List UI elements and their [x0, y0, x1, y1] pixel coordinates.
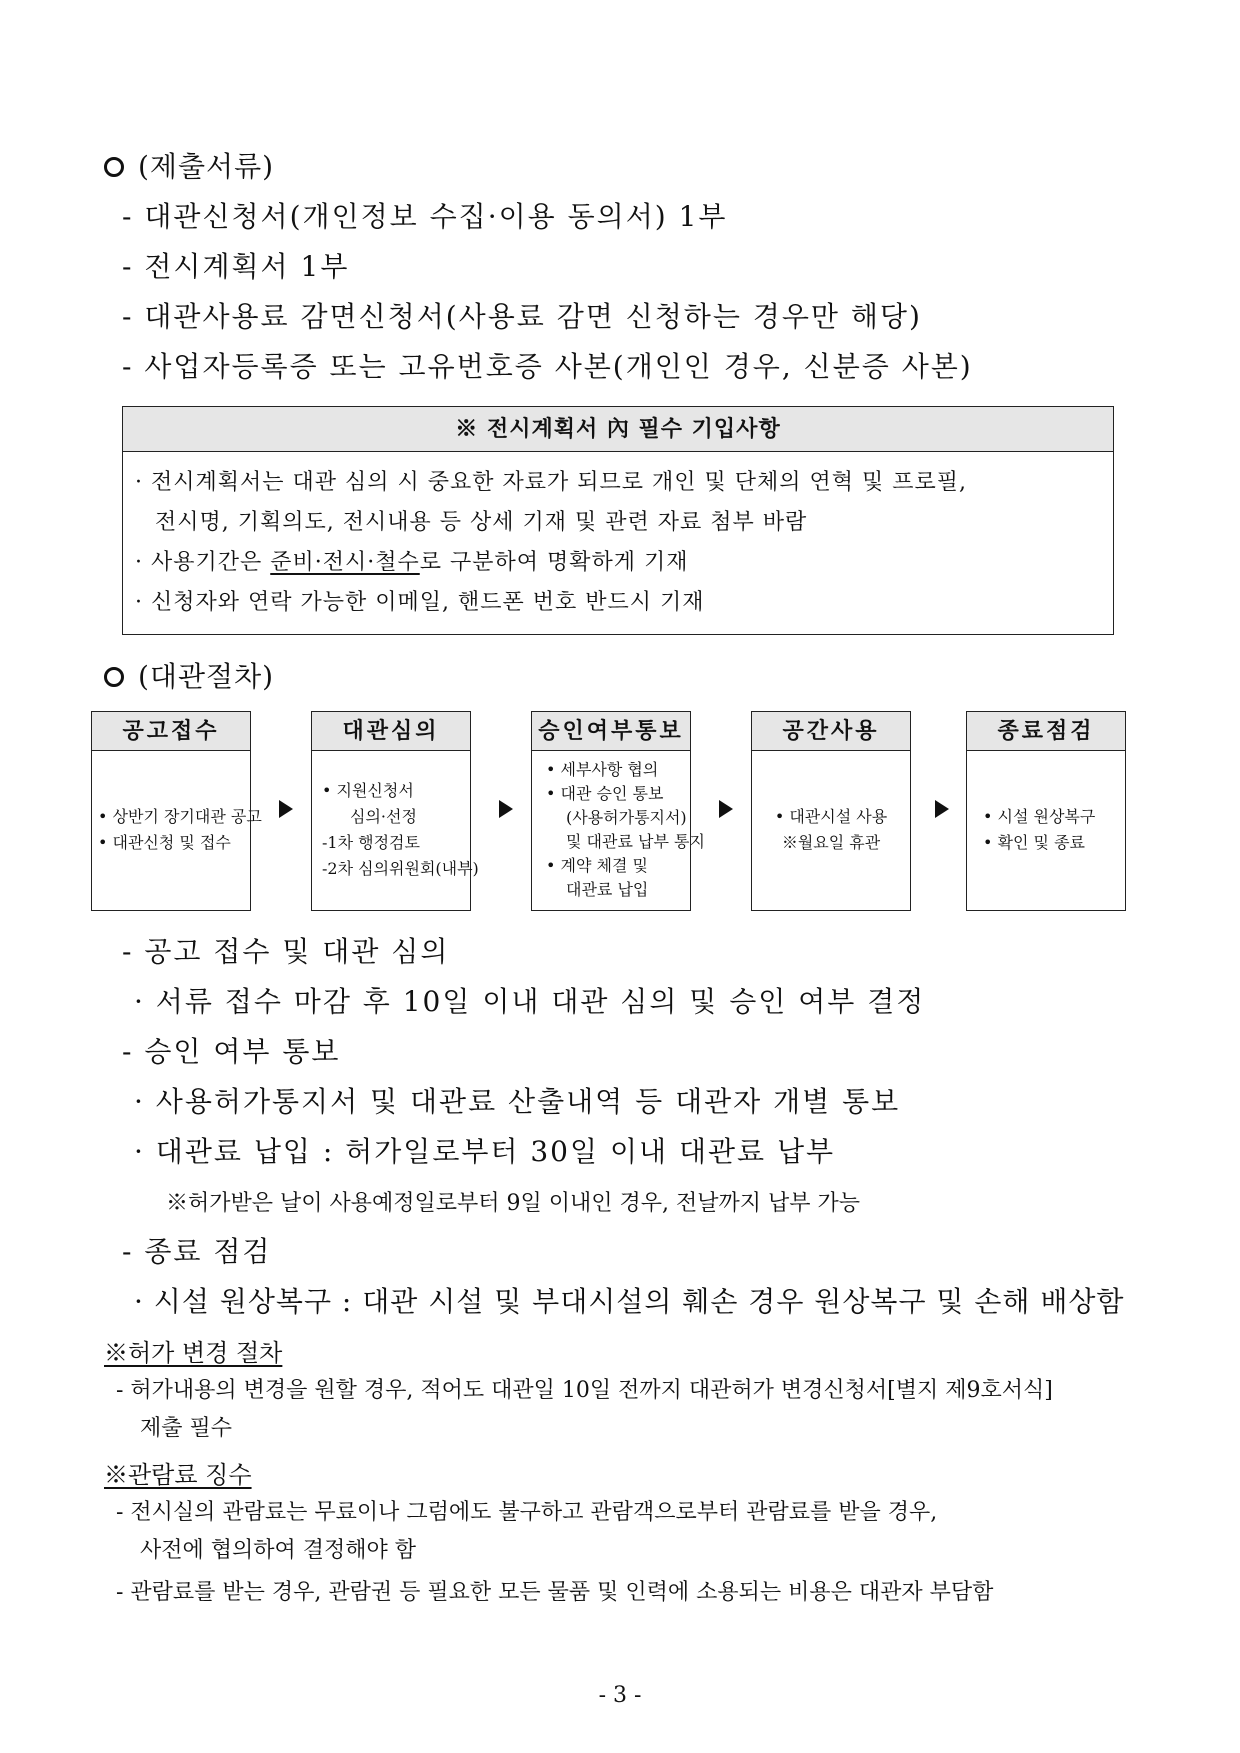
notebox-line: · 신청자와 연락 가능한 이메일, 핸드폰 번호 반드시 기재	[135, 590, 705, 615]
detail-item: · 대관료 납입 : 허가일로부터 30일 이내 대관료 납부	[134, 1135, 836, 1168]
fee-line: 사전에 협의하여 결정해야 함	[140, 1538, 417, 1563]
document-item: - 전시계획서 1부	[122, 250, 350, 283]
step-title: 공고접수	[92, 712, 250, 751]
fee-line: - 관람료를 받는 경우, 관람권 등 필요한 모든 물품 및 인력에 소용되는 비용은 대관자 부담함	[116, 1580, 994, 1605]
step-body: • 시설 원상복구 • 확인 및 종료	[983, 807, 1096, 852]
step-body: • 세부사항 협의 • 대관 승인 통보 (사용허가통지서) 및 대관료 납부 통지 • 계약 체결 및 대관료 납입	[546, 760, 705, 899]
change-heading: ※허가 변경 절차	[104, 1339, 283, 1367]
period-underlined: 준비·전시·철수	[270, 550, 420, 575]
arrow-right-icon	[935, 800, 949, 818]
step-title: 대관심의	[312, 712, 470, 751]
detail-item: · 서류 접수 마감 후 10일 이내 대관 심의 및 승인 여부 결정	[134, 985, 926, 1018]
step-approval-notice	[531, 711, 705, 911]
detail-item: - 종료 점검	[122, 1235, 272, 1268]
step-body: • 상반기 장기대관 공고 • 대관신청 및 접수	[98, 807, 262, 852]
detail-item: · 사용허가통지서 및 대관료 산출내역 등 대관자 개별 통보	[134, 1085, 901, 1118]
document-item: - 대관신청서(개인정보 수집·이용 동의서) 1부	[122, 200, 728, 233]
document-item: - 사업자등록증 또는 고유번호증 사본(개인인 경우, 신분증 사본)	[122, 350, 973, 383]
arrow-right-icon	[719, 800, 733, 818]
change-line: 제출 필수	[140, 1416, 233, 1441]
notebox-line: · 전시계획서는 대관 심의 시 중요한 자료가 되므로 개인 및 단체의 연혁 및 프로필,	[135, 470, 967, 495]
change-line: - 허가내용의 변경을 원할 경우, 적어도 대관일 10일 전까지 대관허가 변경신청서[별지 제9호서식]	[116, 1378, 1053, 1403]
step-review	[311, 711, 479, 911]
detail-item: - 공고 접수 및 대관 심의	[122, 935, 450, 968]
documents-heading: (제출서류)	[104, 145, 274, 185]
notebox-title: ※ 전시계획서 內 필수 기입사항	[123, 407, 1113, 452]
step-body: • 지원신청서 심의·선정 -1차 행정검토 -2차 심의위원회(내부)	[322, 781, 479, 878]
arrow-right-icon	[279, 800, 293, 818]
required-items-notebox	[122, 406, 1114, 635]
arrow-right-icon	[499, 800, 513, 818]
circle-bullet-icon	[104, 667, 124, 687]
fee-heading: ※관람료 징수	[104, 1461, 252, 1489]
step-final-check	[966, 711, 1126, 911]
page-number: - 3 -	[598, 1683, 642, 1708]
step-announcement	[91, 711, 262, 911]
detail-item: - 승인 여부 통보	[122, 1035, 341, 1068]
document-item: - 대관사용료 감면신청서(사용료 감면 신청하는 경우만 해당)	[122, 300, 922, 333]
step-title: 종료점검	[967, 712, 1125, 751]
notebox-line: · 사용기간은 준비·전시·철수로 구분하여 명확하게 기재	[135, 550, 689, 575]
step-title: 승인여부통보	[532, 712, 690, 751]
step-body: • 대관시설 사용 ※월요일 휴관	[774, 807, 888, 852]
detail-item: · 시설 원상복구 : 대관 시설 및 부대시설의 훼손 경우 원상복구 및 손해 배상함	[134, 1285, 1125, 1318]
circle-bullet-icon	[104, 157, 124, 177]
procedure-heading: (대관절차)	[104, 655, 274, 695]
step-space-use	[751, 711, 911, 911]
detail-note: ※허가받은 날이 사용예정일로부터 9일 이내인 경우, 전날까지 납부 가능	[166, 1191, 860, 1216]
fee-line: - 전시실의 관람료는 무료이나 그럼에도 불구하고 관람객으로부터 관람료를 받을 경우,	[116, 1500, 938, 1525]
step-title: 공간사용	[752, 712, 910, 751]
notebox-line: 전시명, 기획의도, 전시내용 등 상세 기재 및 관련 자료 첨부 바람	[155, 510, 808, 535]
